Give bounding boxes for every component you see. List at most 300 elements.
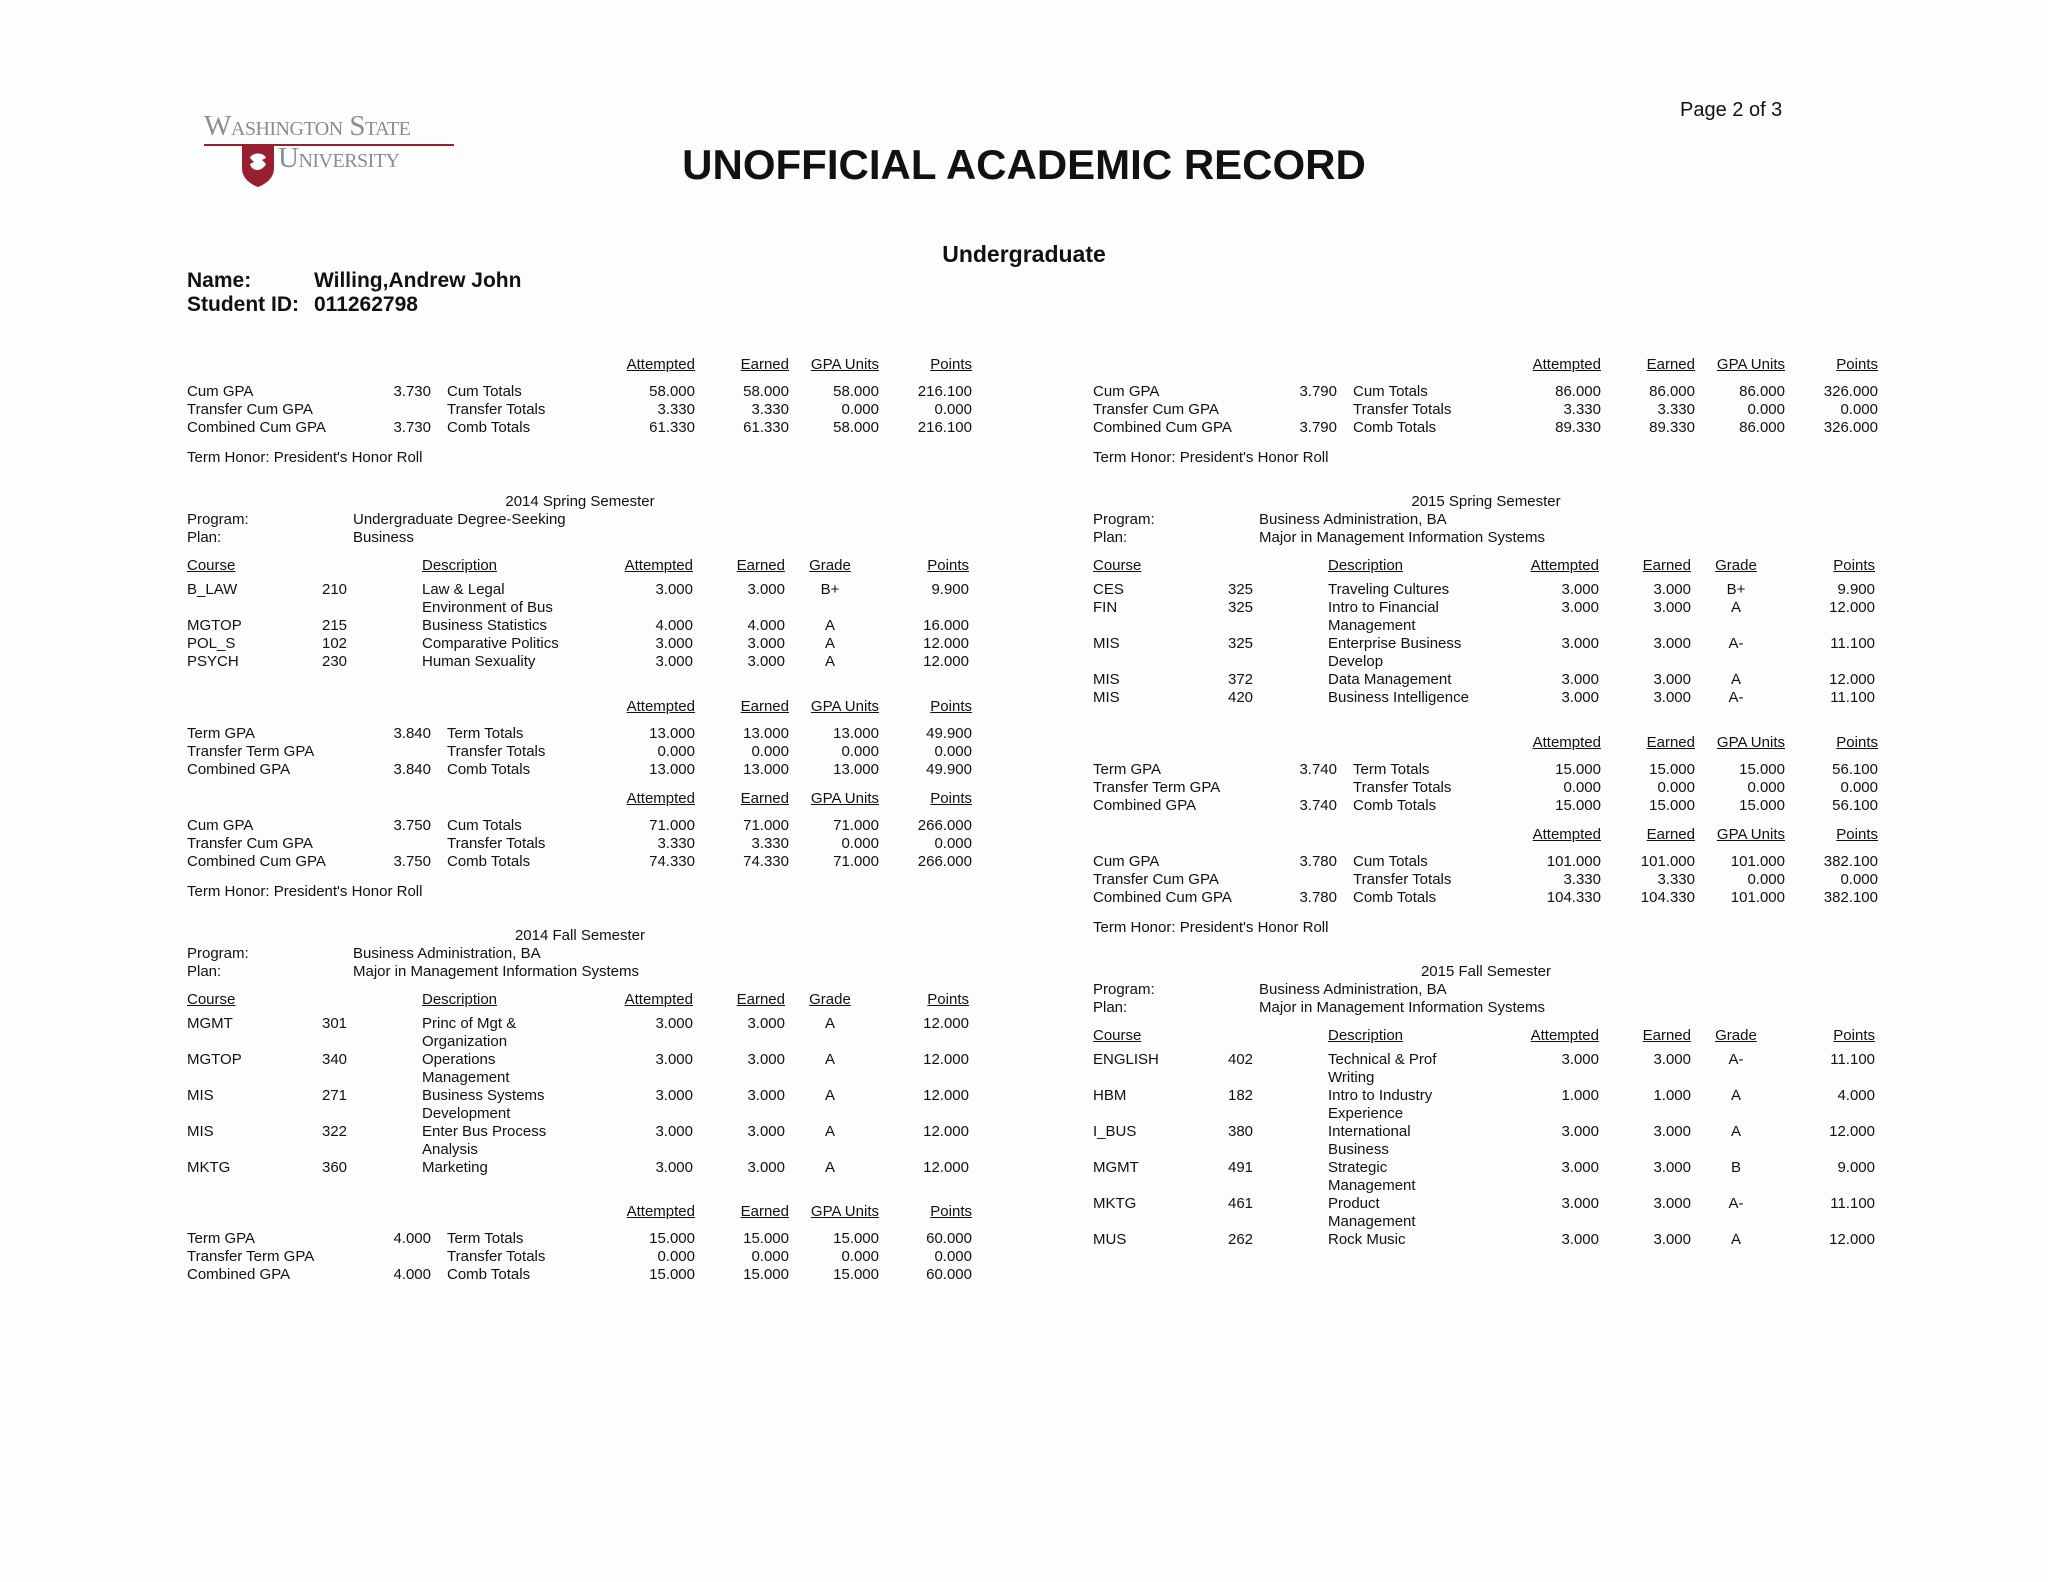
term-honor: Term Honor: President's Honor Roll — [187, 883, 423, 900]
course-attempted: 3.000 — [655, 1015, 693, 1032]
student-id: 011262798 — [314, 293, 418, 316]
course-grade: B+ — [1726, 581, 1746, 598]
course-number: 372 — [1228, 671, 1254, 688]
course-subject: ENGLISH — [1093, 1051, 1159, 1068]
summary-totals-label: Cum Totals — [1353, 383, 1428, 400]
course-points: 16.000 — [923, 617, 969, 634]
summary-earned: 3.330 — [751, 401, 789, 418]
course-subject: MUS — [1093, 1231, 1127, 1248]
summary-points: 326.000 — [1823, 383, 1878, 400]
summary-attempted: 74.330 — [649, 853, 695, 870]
term-honor: Term Honor: President's Honor Roll — [1093, 919, 1329, 936]
course-subject: MGMT — [1093, 1159, 1139, 1176]
col-header-course: Course — [1093, 557, 1142, 574]
summary-gpa-units: 15.000 — [833, 1266, 879, 1283]
course-earned: 3.000 — [1653, 689, 1691, 706]
course-description: Rock Music — [1328, 1231, 1406, 1248]
course-grade: A — [824, 635, 835, 652]
course-grade: A — [1730, 1231, 1741, 1248]
program-label: Program: — [187, 511, 249, 528]
course-number: 325 — [1228, 635, 1254, 652]
summary-totals-label: Term Totals — [447, 1230, 524, 1247]
summary-gpa: 4.000 — [393, 1266, 431, 1283]
course-attempted: 1.000 — [1561, 1087, 1599, 1104]
summary-earned: 101.000 — [1640, 853, 1695, 870]
course-attempted: 3.000 — [1561, 1195, 1599, 1212]
summary-gpa-units: 13.000 — [833, 725, 879, 742]
col-header-points: Points — [930, 356, 972, 373]
summary-label: Transfer Cum GPA — [187, 835, 313, 852]
summary-totals-label: Cum Totals — [1353, 853, 1428, 870]
summary-points: 0.000 — [1840, 779, 1878, 796]
col-header-points: Points — [927, 557, 969, 574]
summary-points: 216.100 — [917, 419, 972, 436]
col-header-gpa-units: GPA Units — [1716, 826, 1785, 843]
name-label: Name: — [187, 269, 252, 292]
summary-gpa-units: 0.000 — [841, 743, 879, 760]
course-attempted: 3.000 — [1561, 1051, 1599, 1068]
course-description: Strategic — [1328, 1159, 1388, 1176]
summary-points: 49.900 — [926, 725, 972, 742]
summary-label: Cum GPA — [1093, 383, 1160, 400]
course-grade: A- — [1728, 635, 1744, 652]
course-number: 182 — [1228, 1087, 1254, 1104]
course-attempted: 3.000 — [1561, 599, 1599, 616]
col-header-earned: Earned — [1646, 356, 1695, 373]
summary-gpa-units: 58.000 — [833, 383, 879, 400]
program-label: Program: — [1093, 981, 1155, 998]
summary-gpa-units: 71.000 — [833, 817, 879, 834]
course-number: 210 — [322, 581, 348, 598]
course-points: 12.000 — [1829, 671, 1875, 688]
plan-value: Major in Management Information Systems — [353, 963, 639, 980]
summary-totals-label: Comb Totals — [447, 1266, 531, 1283]
col-header-points: Points — [1836, 826, 1878, 843]
program-value: Business Administration, BA — [1259, 981, 1447, 998]
col-header-attempted: Attempted — [626, 790, 695, 807]
summary-attempted: 0.000 — [1563, 779, 1601, 796]
summary-totals-label: Transfer Totals — [447, 401, 546, 418]
course-number: 325 — [1228, 581, 1254, 598]
summary-earned: 15.000 — [743, 1230, 789, 1247]
col-header-points: Points — [1833, 557, 1875, 574]
course-subject: MGTOP — [187, 1051, 242, 1068]
summary-gpa-units: 0.000 — [841, 835, 879, 852]
summary-totals-label: Transfer Totals — [447, 1248, 546, 1265]
course-number: 271 — [322, 1087, 348, 1104]
summary-label: Combined GPA — [187, 761, 291, 778]
course-earned: 3.000 — [1653, 1123, 1691, 1140]
summary-earned: 104.330 — [1640, 889, 1695, 906]
summary-points: 49.900 — [926, 761, 972, 778]
term-honor: Term Honor: President's Honor Roll — [1093, 449, 1329, 466]
course-earned: 3.000 — [747, 1123, 785, 1140]
summary-earned: 0.000 — [751, 1248, 789, 1265]
course-description: Intro to Industry — [1328, 1087, 1433, 1104]
summary-earned: 3.330 — [1657, 401, 1695, 418]
summary-label: Term GPA — [187, 725, 256, 742]
summary-points: 0.000 — [934, 835, 972, 852]
program-value: Business Administration, BA — [353, 945, 541, 962]
course-number: 301 — [322, 1015, 348, 1032]
course-description: Enter Bus Process — [422, 1123, 547, 1140]
course-points: 12.000 — [1829, 1123, 1875, 1140]
summary-attempted: 3.330 — [1563, 401, 1601, 418]
course-points: 12.000 — [923, 1123, 969, 1140]
summary-earned: 86.000 — [1649, 383, 1695, 400]
col-header-description: Description — [1328, 1027, 1404, 1044]
summary-gpa: 3.790 — [1299, 419, 1337, 436]
col-header-points: Points — [930, 698, 972, 715]
summary-gpa: 3.790 — [1299, 383, 1337, 400]
summary-points: 266.000 — [917, 853, 972, 870]
summary-label: Combined Cum GPA — [1093, 419, 1232, 436]
program-label: Program: — [187, 945, 249, 962]
summary-gpa: 3.780 — [1299, 853, 1337, 870]
col-header-gpa-units: GPA Units — [810, 356, 879, 373]
plan-value: Major in Management Information Systems — [1259, 999, 1545, 1016]
col-header-points: Points — [930, 790, 972, 807]
summary-label: Combined Cum GPA — [1093, 889, 1232, 906]
program-label: Program: — [1093, 511, 1155, 528]
summary-earned: 89.330 — [1649, 419, 1695, 436]
col-header-points: Points — [1836, 734, 1878, 751]
course-number: 420 — [1228, 689, 1254, 706]
col-header-earned: Earned — [736, 557, 785, 574]
summary-label: Transfer Cum GPA — [1093, 401, 1219, 418]
summary-gpa-units: 0.000 — [1747, 779, 1785, 796]
course-description: Law & Legal — [422, 581, 505, 598]
course-attempted: 3.000 — [655, 581, 693, 598]
course-subject: MKTG — [1093, 1195, 1137, 1212]
course-number: 230 — [322, 653, 348, 670]
col-header-course: Course — [187, 991, 236, 1008]
course-subject: I_BUS — [1093, 1123, 1137, 1140]
course-number: 322 — [322, 1123, 348, 1140]
col-header-points: Points — [1836, 356, 1878, 373]
summary-points: 0.000 — [934, 401, 972, 418]
course-grade: B — [1730, 1159, 1741, 1176]
plan-label: Plan: — [1093, 529, 1128, 546]
col-header-attempted: Attempted — [624, 557, 693, 574]
summary-earned: 15.000 — [743, 1266, 789, 1283]
course-points: 11.100 — [1830, 689, 1875, 706]
course-subject: B_LAW — [187, 581, 238, 598]
semester-title: 2014 Fall Semester — [514, 927, 646, 944]
summary-totals-label: Cum Totals — [447, 383, 522, 400]
course-subject: MGMT — [187, 1015, 233, 1032]
col-header-earned: Earned — [1642, 557, 1691, 574]
summary-gpa: 3.750 — [393, 817, 431, 834]
col-header-earned: Earned — [740, 698, 789, 715]
col-header-course: Course — [187, 557, 236, 574]
summary-earned: 61.330 — [743, 419, 789, 436]
student-name: Willing,Andrew John — [314, 269, 522, 292]
course-earned: 3.000 — [747, 581, 785, 598]
course-earned: 1.000 — [1653, 1087, 1691, 1104]
summary-gpa: 4.000 — [393, 1230, 431, 1247]
summary-label: Cum GPA — [187, 383, 254, 400]
course-description: International — [1328, 1123, 1411, 1140]
col-header-attempted: Attempted — [1532, 356, 1601, 373]
summary-earned: 3.330 — [751, 835, 789, 852]
col-header-gpa-units: GPA Units — [1716, 356, 1785, 373]
course-points: 12.000 — [923, 1087, 969, 1104]
summary-label: Cum GPA — [187, 817, 254, 834]
semester-title: 2014 Spring Semester — [505, 493, 655, 510]
col-header-gpa-units: GPA Units — [810, 790, 879, 807]
course-grade: A — [824, 1087, 835, 1104]
course-subject: MIS — [1093, 689, 1120, 706]
course-subject: MIS — [1093, 635, 1120, 652]
summary-label: Transfer Cum GPA — [187, 401, 313, 418]
course-subject: MIS — [1093, 671, 1120, 688]
col-header-attempted: Attempted — [1530, 1027, 1599, 1044]
col-header-attempted: Attempted — [626, 356, 695, 373]
course-number: 402 — [1228, 1051, 1254, 1068]
course-earned: 3.000 — [1653, 1159, 1691, 1176]
course-description-cont: Management — [1328, 617, 1416, 634]
course-earned: 3.000 — [747, 635, 785, 652]
summary-totals-label: Transfer Totals — [447, 835, 546, 852]
course-attempted: 3.000 — [1561, 1123, 1599, 1140]
course-attempted: 3.000 — [1561, 635, 1599, 652]
summary-label: Combined GPA — [1093, 797, 1197, 814]
summary-label: Transfer Term GPA — [187, 1248, 315, 1265]
course-description-cont: Management — [1328, 1177, 1416, 1194]
course-grade: A — [824, 617, 835, 634]
course-description: Human Sexuality — [422, 653, 536, 670]
summary-points: 0.000 — [934, 1248, 972, 1265]
course-attempted: 3.000 — [655, 635, 693, 652]
course-subject: MIS — [187, 1087, 214, 1104]
course-number: 461 — [1228, 1195, 1254, 1212]
course-attempted: 3.000 — [655, 1123, 693, 1140]
summary-totals-label: Transfer Totals — [447, 743, 546, 760]
course-attempted: 3.000 — [1561, 689, 1599, 706]
col-header-grade: Grade — [1715, 1027, 1757, 1044]
course-attempted: 3.000 — [655, 1159, 693, 1176]
course-earned: 3.000 — [1653, 671, 1691, 688]
summary-gpa-units: 0.000 — [1747, 871, 1785, 888]
course-attempted: 3.000 — [1561, 671, 1599, 688]
course-grade: A — [1730, 599, 1741, 616]
summary-attempted: 58.000 — [649, 383, 695, 400]
summary-totals-label: Comb Totals — [447, 761, 531, 778]
course-points: 4.000 — [1837, 1087, 1875, 1104]
col-header-earned: Earned — [740, 356, 789, 373]
course-earned: 3.000 — [747, 1051, 785, 1068]
plan-value: Major in Management Information Systems — [1259, 529, 1545, 546]
summary-label: Combined Cum GPA — [187, 419, 326, 436]
program-value: Undergraduate Degree-Seeking — [353, 511, 566, 528]
plan-label: Plan: — [187, 963, 222, 980]
summary-attempted: 89.330 — [1555, 419, 1601, 436]
logo-wordmark-top: Washington State — [204, 110, 411, 142]
course-description-cont: Management — [1328, 1213, 1416, 1230]
summary-earned: 15.000 — [1649, 797, 1695, 814]
col-header-attempted: Attempted — [624, 991, 693, 1008]
summary-points: 382.100 — [1823, 889, 1878, 906]
summary-attempted: 15.000 — [1555, 761, 1601, 778]
summary-attempted: 61.330 — [649, 419, 695, 436]
summary-attempted: 71.000 — [649, 817, 695, 834]
summary-gpa-units: 101.000 — [1730, 889, 1785, 906]
course-grade: A — [824, 653, 835, 670]
summary-gpa-units: 86.000 — [1739, 383, 1785, 400]
summary-label: Term GPA — [187, 1230, 256, 1247]
col-header-attempted: Attempted — [1532, 734, 1601, 751]
course-number: 215 — [322, 617, 348, 634]
summary-attempted: 13.000 — [649, 761, 695, 778]
summary-attempted: 3.330 — [657, 401, 695, 418]
summary-earned: 0.000 — [751, 743, 789, 760]
summary-points: 0.000 — [1840, 871, 1878, 888]
course-earned: 3.000 — [1653, 581, 1691, 598]
col-header-attempted: Attempted — [1530, 557, 1599, 574]
course-grade: B+ — [820, 581, 840, 598]
summary-earned: 3.330 — [1657, 871, 1695, 888]
course-number: 262 — [1228, 1231, 1254, 1248]
col-header-gpa-units: GPA Units — [810, 698, 879, 715]
summary-gpa: 3.730 — [393, 419, 431, 436]
course-points: 12.000 — [923, 1159, 969, 1176]
summary-points: 266.000 — [917, 817, 972, 834]
summary-totals-label: Term Totals — [447, 725, 524, 742]
term-honor: Term Honor: President's Honor Roll — [187, 449, 423, 466]
col-header-earned: Earned — [740, 1203, 789, 1220]
col-header-earned: Earned — [740, 790, 789, 807]
summary-earned: 13.000 — [743, 725, 789, 742]
col-header-description: Description — [422, 557, 498, 574]
course-description: Business Statistics — [422, 617, 548, 634]
course-earned: 4.000 — [747, 617, 785, 634]
course-description-cont: Business — [1328, 1141, 1389, 1158]
logo-wordmark-bottom: University — [278, 142, 400, 174]
course-earned: 3.000 — [1653, 1231, 1691, 1248]
summary-points: 216.100 — [917, 383, 972, 400]
summary-attempted: 104.330 — [1546, 889, 1601, 906]
summary-label: Transfer Term GPA — [187, 743, 315, 760]
summary-label: Combined Cum GPA — [187, 853, 326, 870]
summary-gpa-units: 0.000 — [841, 401, 879, 418]
course-description: Princ of Mgt & — [422, 1015, 517, 1032]
summary-attempted: 101.000 — [1546, 853, 1601, 870]
summary-gpa-units: 15.000 — [1739, 761, 1785, 778]
col-header-description: Description — [1328, 557, 1404, 574]
course-points: 12.000 — [923, 1015, 969, 1032]
summary-attempted: 15.000 — [649, 1230, 695, 1247]
col-header-grade: Grade — [809, 991, 851, 1008]
plan-label: Plan: — [187, 529, 222, 546]
course-description-cont: Development — [422, 1105, 511, 1122]
course-attempted: 3.000 — [1561, 581, 1599, 598]
summary-attempted: 3.330 — [657, 835, 695, 852]
summary-totals-label: Cum Totals — [447, 817, 522, 834]
summary-points: 326.000 — [1823, 419, 1878, 436]
course-description: Enterprise Business — [1328, 635, 1462, 652]
summary-gpa-units: 15.000 — [833, 1230, 879, 1247]
course-subject: FIN — [1093, 599, 1118, 616]
summary-gpa-units: 58.000 — [833, 419, 879, 436]
course-grade: A — [1730, 1087, 1741, 1104]
course-number: 491 — [1228, 1159, 1254, 1176]
summary-gpa: 3.840 — [393, 725, 431, 742]
semester-title: 2015 Fall Semester — [1420, 963, 1552, 980]
course-earned: 3.000 — [747, 1015, 785, 1032]
summary-earned: 13.000 — [743, 761, 789, 778]
col-header-grade: Grade — [1715, 557, 1757, 574]
summary-attempted: 3.330 — [1563, 871, 1601, 888]
course-subject: POL_S — [187, 635, 236, 652]
course-points: 12.000 — [1829, 1231, 1875, 1248]
course-grade: A — [824, 1123, 835, 1140]
course-points: 12.000 — [923, 653, 969, 670]
course-attempted: 3.000 — [655, 1087, 693, 1104]
page-title: UNOFFICIAL ACADEMIC RECORD — [682, 141, 1366, 188]
course-points: 11.100 — [1830, 1051, 1875, 1068]
summary-attempted: 13.000 — [649, 725, 695, 742]
course-points: 12.000 — [923, 1051, 969, 1068]
course-earned: 3.000 — [1653, 635, 1691, 652]
summary-attempted: 86.000 — [1555, 383, 1601, 400]
course-description: Technical & Prof — [1328, 1051, 1437, 1068]
course-points: 9.900 — [1837, 581, 1875, 598]
semester-title: 2015 Spring Semester — [1411, 493, 1561, 510]
col-header-earned: Earned — [1646, 826, 1695, 843]
course-description: Operations — [422, 1051, 496, 1068]
course-number: 380 — [1228, 1123, 1254, 1140]
course-earned: 3.000 — [747, 1087, 785, 1104]
course-points: 9.000 — [1837, 1159, 1875, 1176]
course-subject: CES — [1093, 581, 1124, 598]
course-description: Intro to Financial — [1328, 599, 1439, 616]
col-header-course: Course — [1093, 1027, 1142, 1044]
course-number: 360 — [322, 1159, 348, 1176]
course-description-cont: Organization — [422, 1033, 508, 1050]
course-earned: 3.000 — [1653, 1051, 1691, 1068]
summary-gpa: 3.740 — [1299, 797, 1337, 814]
summary-gpa-units: 71.000 — [833, 853, 879, 870]
page-number: Page 2 of 3 — [1680, 99, 1783, 121]
summary-totals-label: Transfer Totals — [1353, 871, 1452, 888]
col-header-earned: Earned — [736, 991, 785, 1008]
course-grade: A — [824, 1051, 835, 1068]
col-header-gpa-units: GPA Units — [1716, 734, 1785, 751]
summary-points: 60.000 — [926, 1266, 972, 1283]
course-description: Product — [1328, 1195, 1380, 1212]
course-earned: 3.000 — [747, 1159, 785, 1176]
summary-attempted: 15.000 — [649, 1266, 695, 1283]
summary-totals-label: Comb Totals — [1353, 797, 1437, 814]
course-subject: PSYCH — [187, 653, 239, 670]
course-earned: 3.000 — [1653, 599, 1691, 616]
course-attempted: 4.000 — [655, 617, 693, 634]
course-description-cont: Environment of Bus — [422, 599, 553, 616]
plan-label: Plan: — [1093, 999, 1128, 1016]
career-heading: Undergraduate — [942, 241, 1106, 267]
course-subject: MIS — [187, 1123, 214, 1140]
student-id-label: Student ID: — [187, 293, 299, 316]
summary-label: Term GPA — [1093, 761, 1162, 778]
course-description: Comparative Politics — [422, 635, 559, 652]
col-header-points: Points — [1833, 1027, 1875, 1044]
course-description-cont: Analysis — [422, 1141, 478, 1158]
summary-earned: 58.000 — [743, 383, 789, 400]
course-earned: 3.000 — [1653, 1195, 1691, 1212]
course-grade: A — [1730, 1123, 1741, 1140]
course-subject: HBM — [1093, 1087, 1127, 1104]
